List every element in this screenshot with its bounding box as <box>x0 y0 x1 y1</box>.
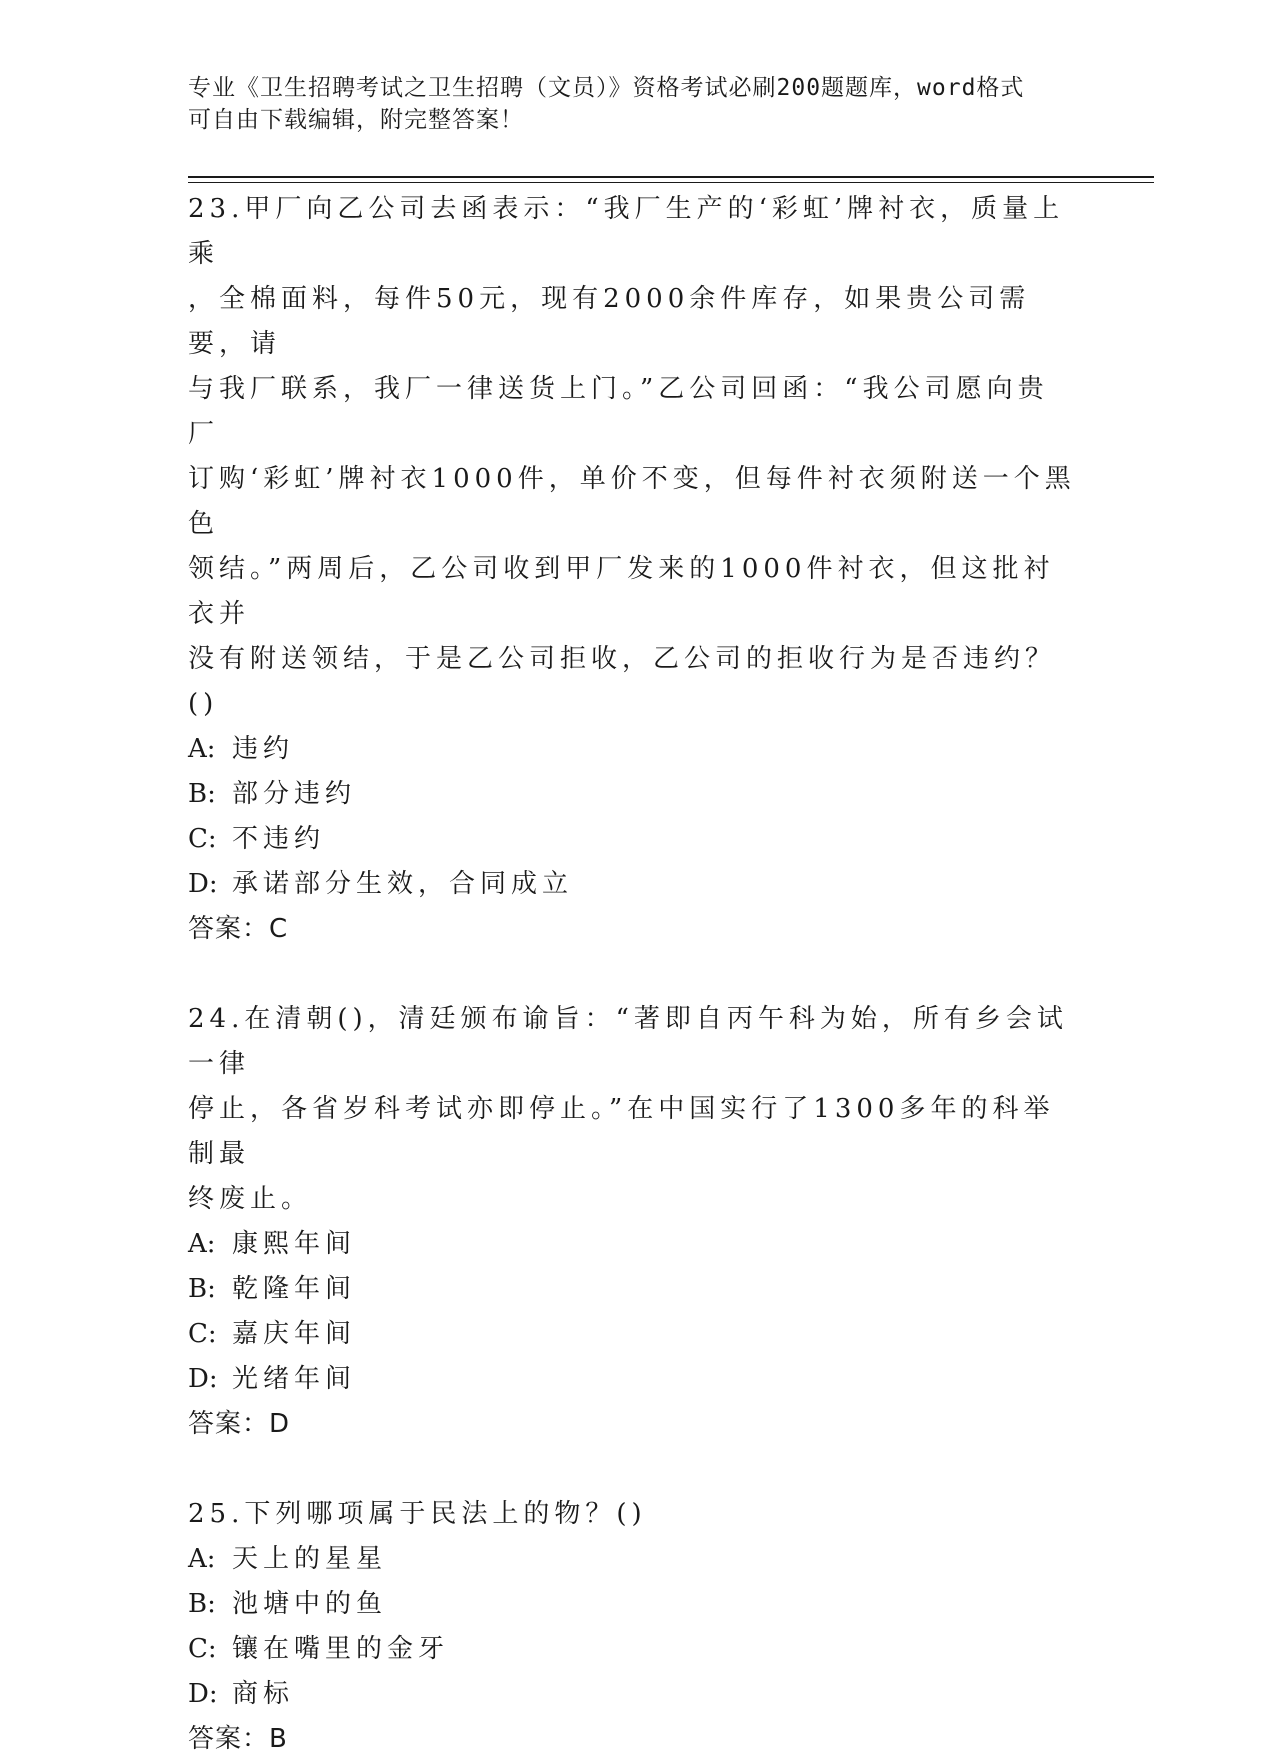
question-list <box>188 187 1088 1762</box>
header-divider-thick <box>188 176 1154 178</box>
option-letter: B: <box>188 779 216 809</box>
option-letter: A: <box>188 1544 216 1574</box>
option-d <box>188 1672 1088 1717</box>
question-line: 23.甲厂向乙公司去函表示：“我厂生产的‘彩虹’牌衬衣，质量上乘 <box>188 194 1065 269</box>
option-text: 不违约 <box>232 824 326 854</box>
option-text: 康熙年间 <box>232 1229 357 1259</box>
option-letter: C: <box>188 1319 217 1349</box>
option-letter: D: <box>188 869 218 899</box>
question-line: 25.下列哪项属于民法上的物？() <box>188 1499 647 1529</box>
question-spacer <box>188 1447 1088 1492</box>
question-text <box>188 1492 1078 1537</box>
option-c <box>188 817 1088 862</box>
option-b <box>188 1267 1088 1312</box>
header-line-1: 专业《卫生招聘考试之卫生招聘（文员）》资格考试必刷200题题库，word格式 <box>188 75 1025 101</box>
option-d <box>188 1357 1088 1402</box>
question-line: 24.在清朝()，清廷颁布谕旨：“著即自丙午科为始，所有乡会试一律 <box>188 1004 1068 1079</box>
option-letter: C: <box>188 824 217 854</box>
option-text: 部分违约 <box>232 779 357 809</box>
option-text: 嘉庆年间 <box>232 1319 357 1349</box>
option-a <box>188 1222 1088 1267</box>
option-a <box>188 1537 1088 1582</box>
question-line: ，全棉面料，每件50元，现有2000余件库存，如果贵公司需要，请 <box>188 284 1031 359</box>
option-text: 天上的星星 <box>232 1544 388 1574</box>
answer-line: 答案：C <box>188 914 289 944</box>
option-letter: B: <box>188 1589 216 1619</box>
option-letter: A: <box>188 734 216 764</box>
question-line: 订购‘彩虹’牌衬衣1000件，单价不变，但每件衬衣须附送一个黑色 <box>188 464 1076 539</box>
option-text: 承诺部分生效，合同成立 <box>232 869 574 899</box>
option-text: 池塘中的鱼 <box>232 1589 388 1619</box>
question-line: 领结。”两周后，乙公司收到甲厂发来的1000件衬衣，但这批衬衣并 <box>188 554 1055 629</box>
question-25 <box>188 1492 1088 1762</box>
question-text <box>188 997 1078 1222</box>
option-letter: D: <box>188 1364 218 1394</box>
option-letter: C: <box>188 1634 217 1664</box>
option-letter: A: <box>188 1229 216 1259</box>
option-b <box>188 1582 1088 1627</box>
option-d <box>188 862 1088 907</box>
option-letter: B: <box>188 1274 216 1304</box>
option-text: 光绪年间 <box>232 1364 357 1394</box>
question-line: 停止，各省岁科考试亦即停止。”在中国实行了1300多年的科举制最 <box>188 1094 1055 1169</box>
header-line-2: 可自由下载编辑，附完整答案！ <box>188 107 524 133</box>
option-text: 镶在嘴里的金牙 <box>232 1634 450 1664</box>
answer-line: 答案：D <box>188 1409 291 1439</box>
option-b <box>188 772 1088 817</box>
option-text: 违约 <box>232 734 295 764</box>
header-divider-thin <box>188 182 1154 183</box>
question-23 <box>188 187 1088 952</box>
question-line: 没有附送领结，于是乙公司拒收，乙公司的拒收行为是否违约？() <box>188 644 1057 719</box>
option-letter: D: <box>188 1679 218 1709</box>
option-text: 商标 <box>232 1679 295 1709</box>
option-c <box>188 1312 1088 1357</box>
option-text: 乾隆年间 <box>232 1274 357 1304</box>
option-a <box>188 727 1088 772</box>
question-line: 与我厂联系，我厂一律送货上门。”乙公司回函：“我公司愿向贵厂 <box>188 374 1049 449</box>
question-24 <box>188 997 1088 1447</box>
question-text <box>188 187 1078 727</box>
document-header <box>188 72 1068 136</box>
answer-line: 答案：B <box>188 1724 288 1754</box>
question-spacer <box>188 952 1088 997</box>
question-line: 终废止。 <box>188 1184 313 1214</box>
